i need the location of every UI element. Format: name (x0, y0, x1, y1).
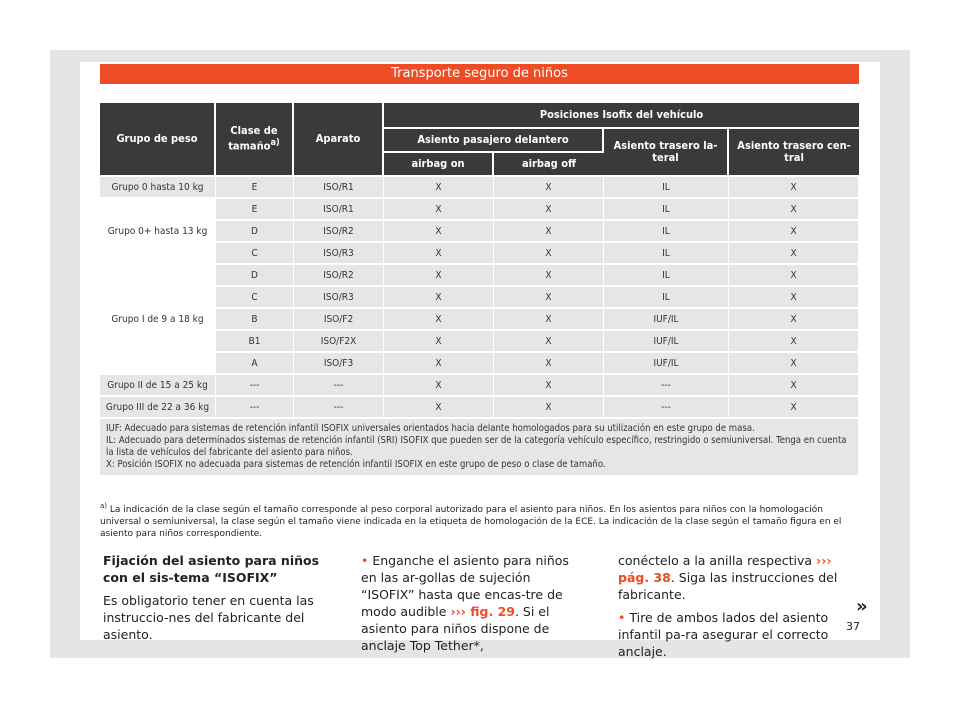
cell-aparato: --- (294, 397, 384, 417)
cell-central: X (729, 287, 859, 307)
cell-clase: B1 (216, 331, 294, 351)
cell-clase: A (216, 353, 294, 373)
cell-central: X (729, 199, 859, 219)
table-row (100, 199, 859, 219)
cell-central: X (729, 397, 859, 417)
cell-clase: D (216, 265, 294, 285)
section-title: Transporte seguro de niños (100, 64, 859, 84)
header-clase: Clase de tamaño$^{a)}$ (216, 103, 294, 175)
cell-central: X (729, 177, 859, 197)
footnote-marker: a) (100, 502, 108, 510)
cell-lateral: IL (604, 287, 729, 307)
cell-central: X (729, 221, 859, 241)
page-38-link[interactable]: ››› pág. 38 (618, 553, 832, 585)
cell-airbag-off: X (494, 397, 604, 417)
cell-central: X (729, 265, 859, 285)
header-airbag-off: airbag off (494, 153, 604, 175)
cell-airbag-on: X (384, 375, 494, 395)
bullet-icon: • (618, 610, 626, 625)
bullet-icon: • (361, 553, 369, 568)
cell-lateral: IUF/IL (604, 353, 729, 373)
cell-airbag-on: X (384, 309, 494, 329)
isofix-table (100, 101, 859, 477)
text-column-1 (103, 552, 329, 649)
cell-clase: C (216, 287, 294, 307)
cell-clase: D (216, 221, 294, 241)
cell-airbag-on: X (384, 331, 494, 351)
cell-aparato: ISO/R2 (294, 265, 384, 285)
step-1-text-a: Enganche el asiento para niños en las ar-gollas de sujeción “ISOFIX” hasta que encas-tre de modo audible (361, 553, 569, 619)
step-1-text-c: conéctelo a la anilla respectiva (618, 553, 813, 568)
table-row (100, 397, 859, 417)
cell-group: Grupo I de 9 a 18 kg (100, 265, 216, 373)
cell-lateral: IL (604, 199, 729, 219)
cell-aparato: ISO/R1 (294, 177, 384, 197)
header-trasero-lateral: Asiento trasero la-teral (604, 129, 729, 175)
table-row (100, 265, 859, 285)
cell-central: X (729, 309, 859, 329)
cell-lateral: --- (604, 375, 729, 395)
cell-group: Grupo III de 22 a 36 kg (100, 397, 216, 417)
cell-aparato: ISO/R3 (294, 243, 384, 263)
cell-airbag-off: X (494, 221, 604, 241)
cell-aparato: ISO/F2 (294, 309, 384, 329)
cell-airbag-on: X (384, 177, 494, 197)
section-heading: Fijación del asiento para niños con el sis-tema “ISOFIX” (103, 553, 320, 585)
cell-aparato: ISO/R3 (294, 287, 384, 307)
page-number: 37 (846, 620, 860, 633)
cell-lateral: IL (604, 265, 729, 285)
intro-paragraph: Es obligatorio tener en cuenta las instruccio-nes del fabricante del asiento. (103, 593, 314, 642)
step-1-text-d: . Siga las instrucciones del fabricante. (618, 570, 838, 602)
note-il: IL: Adecuado para determinados sistemas de retención infantil (SRI) ISOFIX que pueden ser de la categoría vehículo específico, restringido o semiuniversal. Tenga en cuenta la lista de vehículos del fabricante del asiento para niños. (106, 435, 847, 458)
cell-airbag-on: X (384, 287, 494, 307)
cell-airbag-off: X (494, 375, 604, 395)
cell-central: X (729, 375, 859, 395)
table-notes-row (100, 419, 859, 475)
cell-airbag-off: X (494, 309, 604, 329)
cell-airbag-off: X (494, 353, 604, 373)
cell-airbag-on: X (384, 353, 494, 373)
cell-aparato: ISO/R2 (294, 221, 384, 241)
header-aparato: Aparato (294, 103, 384, 175)
header-trasero-central: Asiento trasero cen-tral (729, 129, 859, 175)
note-iuf: IUF: Adecuado para sistemas de retención infantil ISOFIX universales orientados hacia delante homologados para su utilización en este grupo de masa. (106, 423, 755, 434)
cell-airbag-off: X (494, 331, 604, 351)
cell-central: X (729, 331, 859, 351)
cell-aparato: ISO/F3 (294, 353, 384, 373)
header-grupo: Grupo de peso (100, 103, 216, 175)
cell-lateral: IUF/IL (604, 309, 729, 329)
header-posiciones: Posiciones Isofix del vehículo (384, 103, 859, 127)
cell-central: X (729, 353, 859, 373)
cell-clase: C (216, 243, 294, 263)
cell-lateral: IL (604, 177, 729, 197)
cell-lateral: IL (604, 221, 729, 241)
step-1-text-b: . Si el asiento para niños dispone de anclaje Top Tether*, (361, 604, 550, 653)
cell-clase: B (216, 309, 294, 329)
cell-airbag-on: X (384, 221, 494, 241)
cell-lateral: --- (604, 397, 729, 417)
cell-central: X (729, 243, 859, 263)
header-pasajero: Asiento pasajero delantero (384, 129, 604, 151)
cell-aparato: ISO/R1 (294, 199, 384, 219)
cell-aparato: ISO/F2X (294, 331, 384, 351)
note-x: X: Posición ISOFIX no adecuada para sistemas de retención infantil ISOFIX en este grupo de peso o clase de tamaño. (106, 459, 606, 470)
footnote (100, 500, 860, 540)
cell-airbag-off: X (494, 199, 604, 219)
cell-lateral: IUF/IL (604, 331, 729, 351)
cell-airbag-off: X (494, 177, 604, 197)
cell-aparato: --- (294, 375, 384, 395)
cell-airbag-on: X (384, 265, 494, 285)
cell-clase: E (216, 199, 294, 219)
cell-clase: --- (216, 375, 294, 395)
cell-clase: --- (216, 397, 294, 417)
cell-airbag-on: X (384, 397, 494, 417)
step-2 (618, 609, 844, 660)
cell-airbag-on: X (384, 243, 494, 263)
cell-airbag-off: X (494, 265, 604, 285)
cell-group: Grupo 0 hasta 10 kg (100, 177, 216, 197)
cell-airbag-off: X (494, 243, 604, 263)
text-column-2 (361, 552, 587, 660)
continue-icon: » (856, 596, 868, 617)
cell-lateral: IL (604, 243, 729, 263)
fig-29-link[interactable]: ››› fig. 29 (450, 604, 515, 619)
footnote-text: La indicación de la clase según el tamaño corresponde al peso corporal autorizado para el asiento para niños. En los asientos para niños con la homologación universal o semiuniversal, la clase según el tamaño viene indicada en la etiqueta de homologación de la ECE. La indicación de la clase según el tamaño figura en el asiento para niños correspondiente. (100, 505, 842, 539)
cell-airbag-off: X (494, 287, 604, 307)
table-row (100, 177, 859, 197)
step-1 (361, 552, 587, 654)
table-row (100, 375, 859, 395)
header-airbag-on: airbag on (384, 153, 494, 175)
step-2-text: Tire de ambos lados del asiento infantil pa-ra asegurar el correcto anclaje. (618, 610, 829, 659)
cell-clase: E (216, 177, 294, 197)
step-1-continued (618, 552, 844, 603)
header-clase-sup: a) (270, 137, 280, 149)
table-notes (100, 419, 859, 475)
text-column-3 (618, 552, 844, 666)
cell-group: Grupo 0+ hasta 13 kg (100, 199, 216, 263)
cell-group: Grupo II de 15 a 25 kg (100, 375, 216, 395)
cell-airbag-on: X (384, 199, 494, 219)
